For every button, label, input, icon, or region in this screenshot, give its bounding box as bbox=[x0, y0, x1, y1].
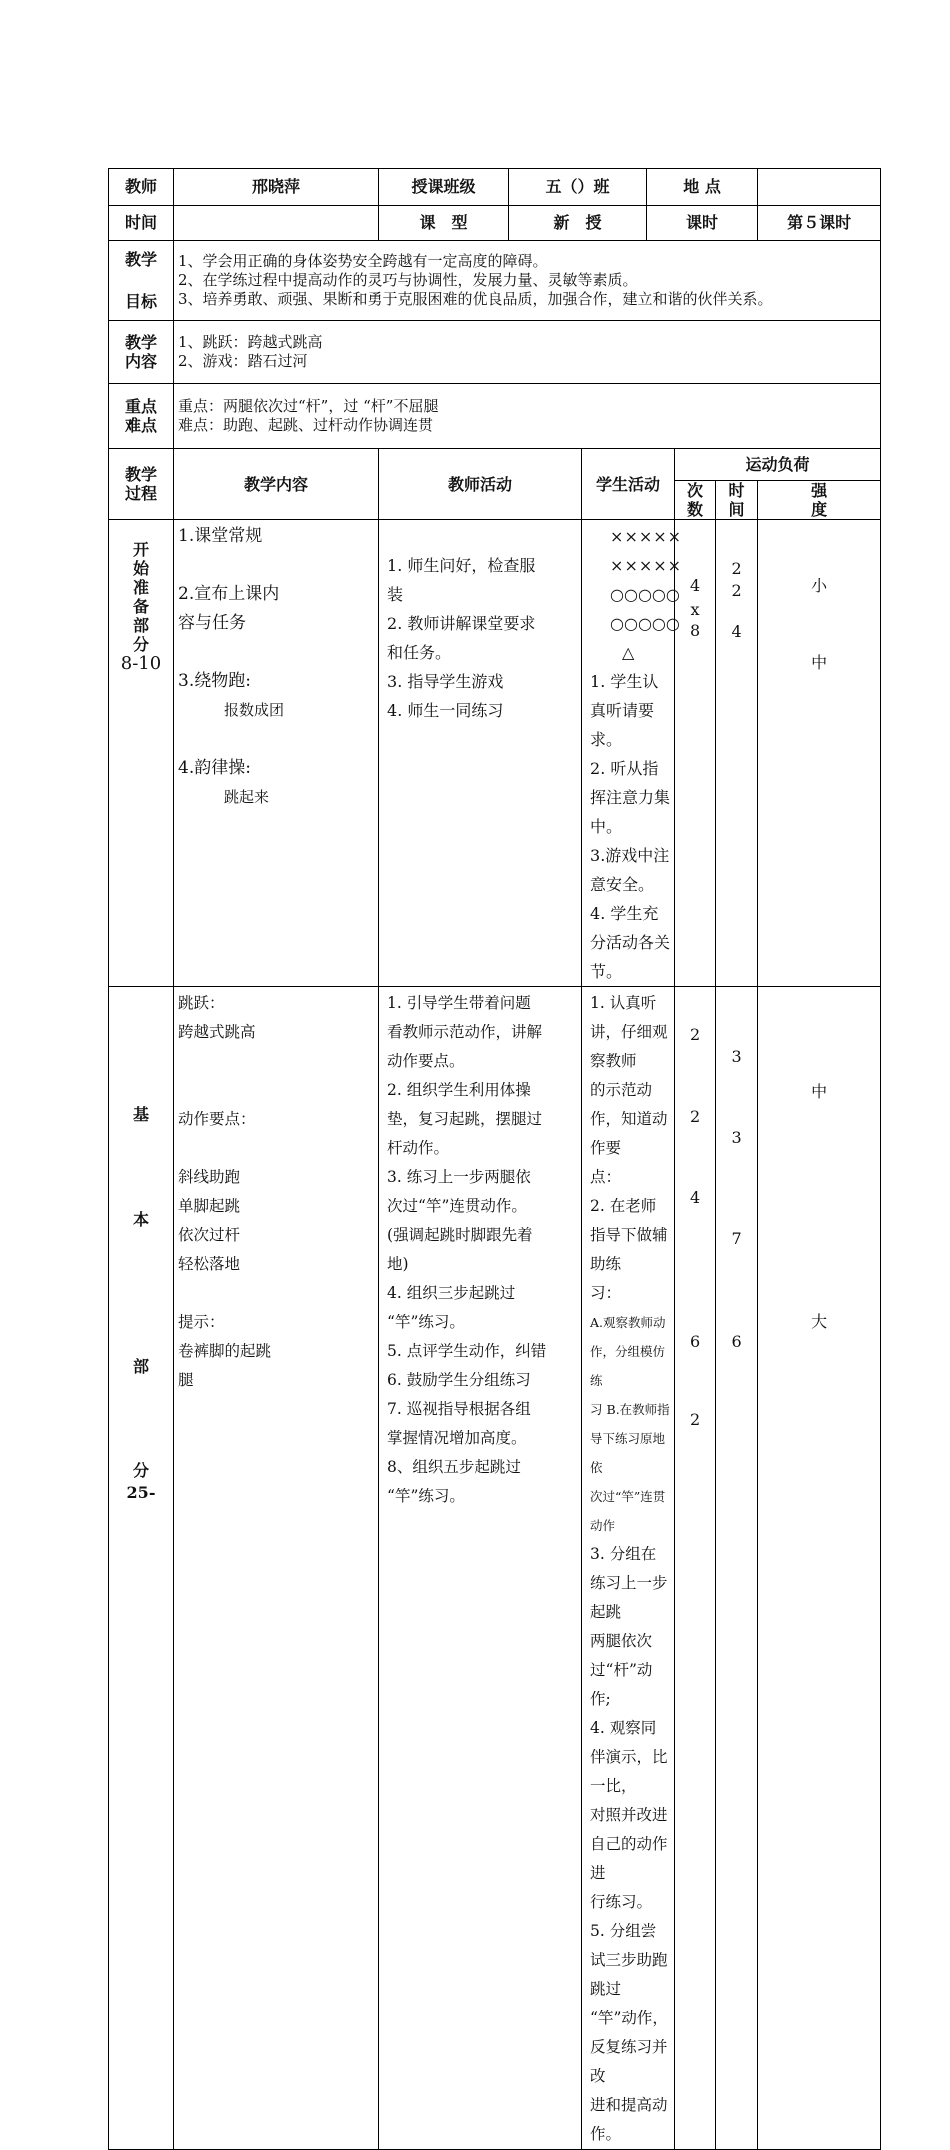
place-label: 地 点 bbox=[647, 169, 758, 206]
basic-content-line: 依次过杆 bbox=[178, 1226, 241, 1245]
basic-times-value: 2 bbox=[689, 1025, 701, 1045]
opening-teacher-line: 和任务。 bbox=[387, 643, 452, 663]
formation-teacher-mark: △ bbox=[622, 643, 635, 663]
basic-student-line: 两腿依次过“杆”动作; bbox=[590, 1632, 653, 1709]
class-label: 授课班级 bbox=[379, 169, 509, 206]
opening-teacher-line: 4. 师生一同练习 bbox=[387, 701, 504, 721]
hour-label: 课时 bbox=[647, 206, 758, 241]
opening-part-char: 部 bbox=[132, 616, 149, 636]
opening-times-value: 8 bbox=[689, 621, 701, 641]
basic-student-line: 的示范动作，知道动作要 bbox=[590, 1081, 668, 1158]
basic-times-value: 4 bbox=[689, 1188, 701, 1208]
basic-part-char: 本 bbox=[132, 1210, 149, 1230]
basic-part-char: 分 bbox=[132, 1461, 149, 1481]
opening-teacher-line: 1. 师生问好，检查服 bbox=[387, 556, 536, 576]
basic-teacher-line: 4. 组织三步起跳过 bbox=[387, 1284, 516, 1303]
opening-content-item: 容与任务 bbox=[178, 613, 246, 634]
basic-student-line: 3. 分组在练习上一步起跳 bbox=[590, 1545, 668, 1622]
basic-student-line: 5. 分组尝试三步助跑跳过 bbox=[590, 1922, 668, 1999]
basic-content-line: 腿 bbox=[178, 1371, 194, 1390]
focus-label-bottom: 难点 bbox=[124, 416, 157, 435]
basic-duration-value: 3 bbox=[731, 1047, 742, 1067]
formation-row: ××××× bbox=[610, 556, 683, 576]
basic-part-char: 部 bbox=[132, 1357, 149, 1377]
basic-student-line: “竿”动作，反复练习并改 bbox=[590, 2009, 668, 2086]
opening-duration-load bbox=[716, 520, 758, 987]
basic-student-line: 进和提高动作。 bbox=[590, 2096, 668, 2144]
basic-intensity-value: 中 bbox=[811, 1082, 828, 1102]
col-header-intensity bbox=[758, 481, 881, 520]
basic-duration-value: 6 bbox=[731, 1332, 742, 1352]
lesson-plan-table bbox=[108, 168, 881, 2150]
content-item: 1、跳跃：跨越式跳高 bbox=[178, 333, 323, 351]
basic-content-line: 斜线助跑 bbox=[178, 1168, 241, 1187]
basic-times-value: 6 bbox=[689, 1332, 701, 1352]
opening-content-item: 1.课堂常规 bbox=[178, 526, 263, 547]
basic-student-line: 习： bbox=[590, 1284, 622, 1303]
opening-student-line: 4. 学生充分活动各关节。 bbox=[590, 904, 671, 982]
basic-teacher-line: 5. 点评学生动作，纠错 bbox=[387, 1342, 547, 1361]
type-value: 新 授 bbox=[509, 206, 647, 241]
basic-student-line: 习 B.在教师指导下练习原地依 bbox=[590, 1402, 670, 1476]
opening-duration: 8-10 bbox=[120, 653, 162, 675]
opening-teacher-line: 3. 指导学生游戏 bbox=[387, 672, 504, 692]
opening-student-line: 3.游戏中注意安全。 bbox=[590, 846, 670, 895]
content-label-top: 教学 bbox=[124, 332, 157, 352]
opening-teacher-line: 装 bbox=[387, 585, 404, 605]
opening-times-value: x bbox=[690, 600, 700, 620]
opening-content-item: 3.绕物跑: bbox=[178, 671, 251, 692]
duration-char-2: 间 bbox=[728, 500, 745, 520]
basic-teacher bbox=[379, 987, 582, 2150]
content-item: 2、游戏：踏石过河 bbox=[178, 352, 308, 370]
basic-times-value: 2 bbox=[689, 1107, 701, 1127]
col-header-content: 教学内容 bbox=[174, 449, 379, 520]
opening-student-line: 2. 听从指挥注意力集中。 bbox=[590, 759, 671, 837]
teacher-name: 邢晓萍 bbox=[174, 169, 379, 206]
basic-content-line: 卷裤脚的起跳 bbox=[178, 1342, 272, 1361]
basic-teacher-line: 8、组织五步起跳过 bbox=[387, 1458, 521, 1477]
intensity-char-1: 强 bbox=[811, 481, 828, 500]
focus-difficulty: 难点：助跑、起跳、过杆动作协调连贯 bbox=[178, 416, 434, 434]
basic-teacher-line: 杆动作。 bbox=[387, 1139, 450, 1158]
basic-teacher-line: 掌握情况增加高度。 bbox=[387, 1429, 527, 1448]
basic-intensity-value: 大 bbox=[811, 1312, 828, 1332]
basic-duration-value: 7 bbox=[731, 1229, 742, 1249]
basic-teacher-line: 7. 巡视指导根据各组 bbox=[387, 1400, 531, 1419]
goals-content bbox=[174, 241, 881, 321]
focus-label bbox=[109, 384, 174, 449]
content-label-bottom: 内容 bbox=[124, 352, 157, 371]
place-value bbox=[758, 169, 881, 206]
focus-content bbox=[174, 384, 881, 449]
opening-student bbox=[582, 520, 683, 987]
opening-part-char: 分 bbox=[132, 635, 149, 655]
opening-teacher bbox=[379, 520, 582, 987]
opening-part-char: 准 bbox=[132, 578, 149, 598]
opening-times bbox=[675, 520, 716, 987]
process-label-top: 教学 bbox=[124, 465, 157, 484]
opening-content-sub: 跳起来 bbox=[224, 788, 270, 807]
basic-duration: 25- bbox=[126, 1483, 156, 1503]
opening-duration-value: 2 bbox=[731, 559, 742, 579]
basic-duration-value: 3 bbox=[731, 1128, 742, 1148]
time-label: 时间 bbox=[109, 206, 174, 241]
goal-item: 2、在学练过程中提高动作的灵巧与协调性，发展力量、灵敏等素质。 bbox=[178, 271, 638, 289]
focus-key: 重点：两腿依次过“杆”，过 “杆”不屈腿 bbox=[178, 397, 439, 415]
opening-intensity bbox=[758, 520, 881, 987]
basic-student-line: 4. 观察同伴演示，比一比， bbox=[590, 1719, 668, 1796]
goal-item: 1、学会用正确的身体姿势安全跨越有一定高度的障碍。 bbox=[178, 252, 548, 270]
basic-content-line: 跳跃： bbox=[178, 994, 225, 1013]
opening-content bbox=[174, 520, 379, 987]
process-label-bottom: 过程 bbox=[124, 484, 157, 504]
basic-teacher-line: “竿”练习。 bbox=[387, 1313, 465, 1332]
col-header-teacher: 教师活动 bbox=[379, 449, 582, 520]
basic-teacher-line: 地) bbox=[387, 1255, 409, 1274]
basic-intensity bbox=[758, 987, 881, 2150]
opening-content-sub: 报数成团 bbox=[224, 701, 285, 720]
focus-label-top: 重点 bbox=[124, 396, 157, 416]
basic-teacher-line: 1. 引导学生带着问题 bbox=[387, 994, 531, 1013]
hour-value: 第５课时 bbox=[758, 206, 881, 241]
basic-teacher-line: 6. 鼓励学生分组练习 bbox=[387, 1371, 531, 1390]
basic-teacher-line: 看教师示范动作，讲解 bbox=[387, 1023, 543, 1042]
goals-label-top: 教学 bbox=[124, 250, 157, 270]
basic-student-line: 对照并改进自己的动作进 bbox=[590, 1806, 668, 1883]
opening-times-value: 4 bbox=[689, 576, 701, 596]
basic-student-line: 1. 认真听讲，仔细观察教师 bbox=[590, 994, 668, 1071]
class-value: 五（）班 bbox=[509, 169, 647, 206]
opening-intensity-value: 中 bbox=[811, 653, 828, 673]
basic-content-line: 提示： bbox=[178, 1313, 225, 1332]
basic-content-line: 动作要点： bbox=[178, 1110, 256, 1129]
basic-teacher-line: 2. 组织学生利用体操 bbox=[387, 1081, 531, 1100]
basic-teacher-line: 垫，复习起跳，摆腿过 bbox=[387, 1110, 543, 1129]
opening-part-char: 备 bbox=[132, 597, 149, 617]
basic-teacher-line: (强调起跳时脚跟先着 bbox=[387, 1226, 533, 1245]
goals-label bbox=[109, 241, 174, 321]
col-header-times bbox=[675, 481, 716, 520]
lesson-plan bbox=[108, 168, 880, 2150]
intensity-char-2: 度 bbox=[811, 500, 828, 520]
opening-student-line: 1. 学生认真听请要求。 bbox=[590, 672, 659, 750]
basic-part-label bbox=[109, 987, 174, 2150]
formation-row: ××××× bbox=[610, 527, 683, 547]
basic-duration-load bbox=[716, 987, 758, 2150]
basic-student-line: A.观察教师动作，分组模仿练 bbox=[590, 1315, 666, 1389]
opening-part-label bbox=[109, 520, 174, 987]
basic-student-line: 次过“竿”连贯动作 bbox=[590, 1489, 666, 1534]
process-label bbox=[109, 449, 174, 520]
times-char-2: 数 bbox=[687, 500, 704, 520]
content-label bbox=[109, 321, 174, 384]
opening-part-char: 始 bbox=[132, 559, 149, 579]
basic-part-char: 基 bbox=[132, 1105, 149, 1125]
basic-content-line: 轻松落地 bbox=[178, 1255, 241, 1274]
opening-part-char: 开 bbox=[132, 540, 149, 560]
col-header-duration bbox=[716, 481, 758, 520]
duration-char-1: 时 bbox=[728, 481, 745, 500]
opening-intensity-value: 小 bbox=[811, 576, 828, 596]
basic-teacher-line: 3. 练习上一步两腿依 bbox=[387, 1168, 531, 1187]
formation-row: ○○○○○ bbox=[610, 585, 680, 605]
basic-student-line: 点： bbox=[590, 1168, 622, 1187]
formation-row: ○○○○○ bbox=[610, 614, 680, 634]
basic-teacher-line: 次过“竿”连贯动作。 bbox=[387, 1197, 527, 1216]
teacher-label: 教师 bbox=[109, 169, 174, 206]
col-header-student: 学生活动 bbox=[582, 449, 675, 520]
type-label: 课 型 bbox=[379, 206, 509, 241]
basic-times bbox=[675, 987, 716, 2150]
basic-content-line: 单脚起跳 bbox=[178, 1197, 241, 1216]
opening-content-item: 2.宣布上课内 bbox=[178, 584, 280, 605]
opening-duration-value: 4 bbox=[731, 622, 742, 642]
opening-content-item: 4.韵律操: bbox=[178, 758, 251, 779]
times-char-1: 次 bbox=[687, 481, 704, 500]
basic-student-line: 2. 在老师指导下做辅助练 bbox=[590, 1197, 668, 1274]
opening-duration-value: 2 bbox=[731, 581, 742, 601]
goals-label-bottom: 目标 bbox=[124, 291, 157, 311]
basic-student-line: 行练习。 bbox=[590, 1893, 653, 1912]
basic-teacher-line: “竿”练习。 bbox=[387, 1487, 465, 1506]
col-header-load: 运动负荷 bbox=[675, 449, 881, 481]
goal-item: 3、培养勇敢、顽强、果断和勇于克服困难的优良品质，加强合作，建立和谐的伙伴关系。 bbox=[178, 290, 773, 308]
opening-teacher-line: 2. 教师讲解课堂要求 bbox=[387, 614, 536, 634]
time-value bbox=[174, 206, 379, 241]
basic-teacher-line: 动作要点。 bbox=[387, 1052, 465, 1071]
basic-student bbox=[582, 987, 675, 2150]
content-items bbox=[174, 321, 881, 384]
basic-content bbox=[174, 987, 379, 2150]
basic-content-line: 跨越式跳高 bbox=[178, 1023, 256, 1042]
basic-times-value: 2 bbox=[689, 1410, 701, 1430]
